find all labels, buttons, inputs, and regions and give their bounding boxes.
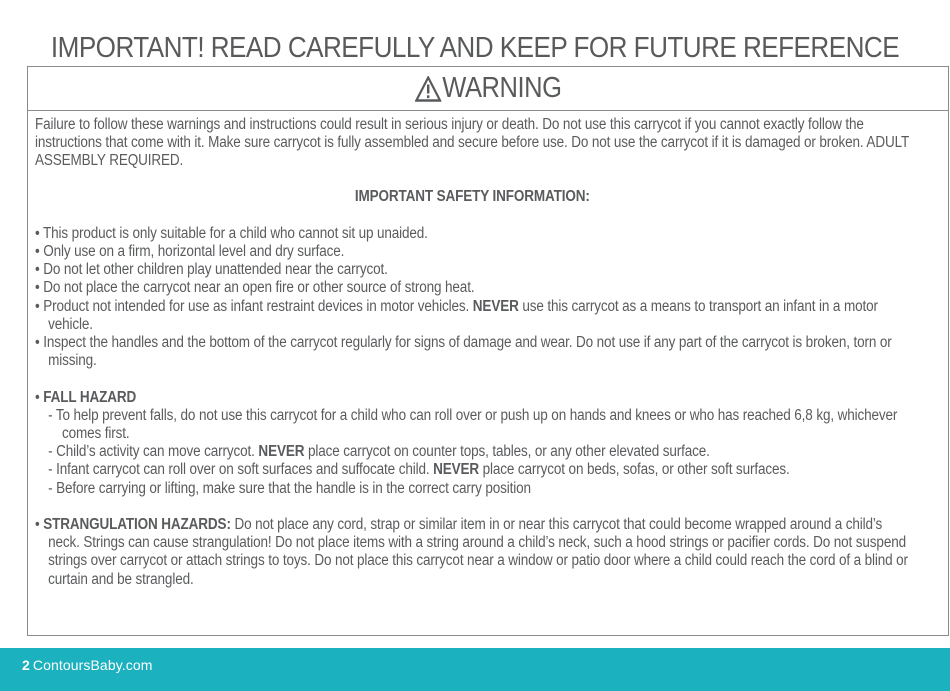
safety-list bbox=[35, 225, 917, 371]
safety-heading: IMPORTANT SAFETY INFORMATION: bbox=[354, 188, 590, 206]
fall-hazard-list bbox=[35, 407, 917, 498]
list-item bbox=[35, 443, 917, 461]
warning-header-inner bbox=[415, 72, 562, 105]
website-link[interactable]: ContoursBaby.com bbox=[32, 657, 153, 673]
warning-title: WARNING bbox=[441, 72, 562, 104]
restraint-text: • Product not intended for use as infant restraint devices in motor vehicles. bbox=[35, 297, 473, 315]
footer-bar bbox=[0, 648, 950, 691]
footer-text bbox=[22, 657, 153, 673]
list-item bbox=[35, 461, 917, 479]
spacer bbox=[35, 370, 917, 388]
list-item: • Inspect the handles and the bottom of the carrycot regularly for signs of damage and wear. Do not use if any part of the carrycot is broken, torn or missing. bbox=[35, 334, 892, 370]
list-item: • This product is only suitable for a child who cannot sit up unaided. bbox=[35, 224, 428, 242]
never-emphasis: NEVER bbox=[433, 461, 480, 479]
restraint-text-end: use this carrycot as a means to transport an infant in a motor vehicle. bbox=[48, 297, 878, 333]
bullet-mark: • bbox=[35, 516, 44, 534]
list-item bbox=[35, 298, 917, 334]
item-text: - Infant carrycot can roll over on soft surfaces and suffocate child. bbox=[48, 461, 434, 479]
strangulation-paragraph bbox=[35, 516, 917, 589]
list-item: - To help prevent falls, do not use this carrycot for a child who can roll over or push up on hands and knees or who has reached 6,8 kg, whichever comes first. bbox=[48, 406, 898, 443]
list-item: • Do not let other children play unattended near the carrycot. bbox=[35, 261, 388, 279]
list-item: • Only use on a firm, horizontal level and dry surface. bbox=[35, 243, 345, 261]
never-emphasis: NEVER bbox=[472, 297, 519, 315]
item-text-end: place carrycot on counter tops, tables, or any other elevated surface. bbox=[304, 443, 710, 461]
fall-hazard-heading bbox=[35, 389, 917, 407]
item-text: - Child’s activity can move carrycot. bbox=[48, 443, 259, 461]
list-item: - Before carrying or lifting, make sure that the handle is in the correct carry position bbox=[48, 479, 531, 497]
spacer bbox=[35, 498, 917, 516]
bullet-mark: • bbox=[35, 388, 44, 406]
warning-triangle-icon bbox=[415, 76, 441, 102]
item-text-end: place carrycot on beds, sofas, or other soft surfaces. bbox=[479, 461, 790, 479]
intro-paragraph: Failure to follow these warnings and instructions could result in serious injury or death. Do not use this carrycot if you cannot exactly follow the instructions that come with it. Make sure carrycot is fully assembled and secure before use. Do not use the carrycot if it is damaged or broken. ADULT ASSEMBLY REQUIRED. bbox=[35, 116, 909, 170]
strangulation-title: STRANGULATION HAZARDS: bbox=[43, 516, 231, 534]
warning-header bbox=[28, 67, 948, 111]
list-item: • Do not place the carrycot near an open fire or other source of strong heat. bbox=[35, 279, 475, 297]
page-title: IMPORTANT! READ CAREFULLY AND KEEP FOR FUTURE REFERENCE bbox=[50, 32, 900, 64]
warning-content bbox=[35, 116, 917, 589]
strangulation-text: Do not place any cord, strap or similar item in or near this carrycot that could become wrapped around a child’s neck. Strings can cause strangulation! Do not place items with a string around a child’s neck, such a hood strings or pacifier cords. Do not suspend strings over carrycot or attach strings to toys. Do not place this carrycot near a window or patio door where a child could reach the cord of a blind or curtain and be strangled. bbox=[48, 516, 908, 588]
strangulation-section bbox=[35, 516, 917, 589]
warning-box bbox=[27, 66, 949, 636]
page-number: 2 bbox=[22, 657, 30, 673]
fall-hazard-section bbox=[35, 389, 917, 407]
never-emphasis: NEVER bbox=[258, 443, 305, 461]
fall-hazard-title: FALL HAZARD bbox=[43, 388, 137, 406]
